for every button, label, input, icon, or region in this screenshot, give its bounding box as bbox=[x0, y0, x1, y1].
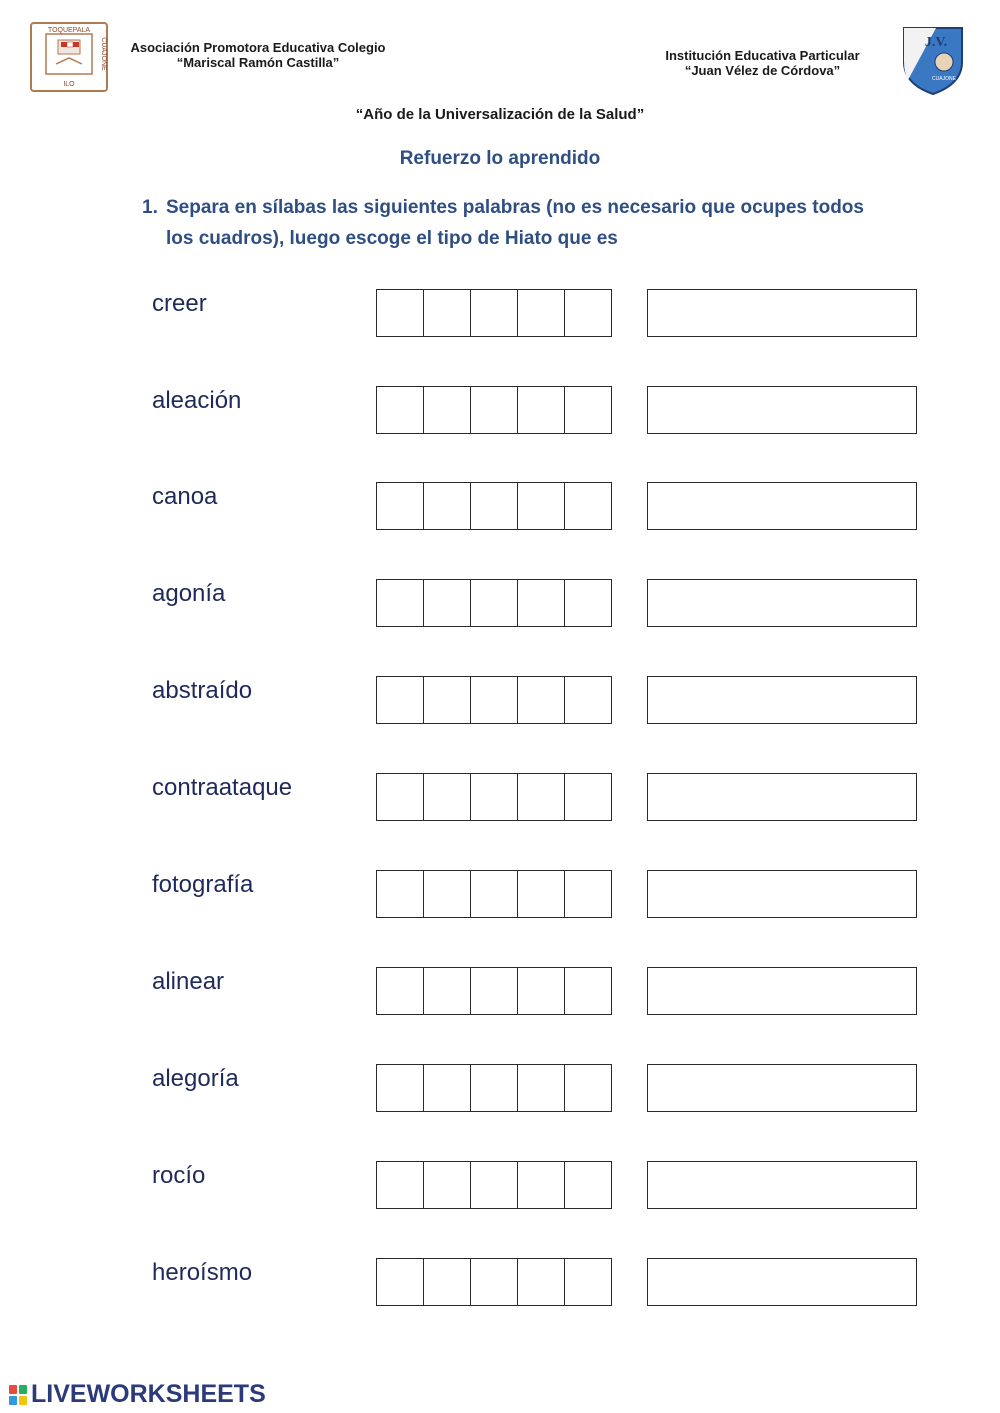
shield-icon bbox=[896, 22, 970, 98]
syllable-box[interactable] bbox=[518, 774, 565, 820]
syllable-box[interactable] bbox=[471, 580, 518, 626]
syllable-box[interactable] bbox=[565, 1065, 611, 1111]
syllable-box[interactable] bbox=[565, 483, 611, 529]
worksheet-title: Refuerzo lo aprendido bbox=[399, 148, 601, 169]
word-label: rocío bbox=[152, 1162, 206, 1189]
hiato-type-field[interactable] bbox=[647, 676, 917, 724]
syllable-box[interactable] bbox=[424, 580, 471, 626]
syllable-box[interactable] bbox=[424, 483, 471, 529]
word-row bbox=[0, 1161, 1000, 1211]
footer-brand-text: LIVEWORKSHEETS bbox=[31, 1380, 266, 1408]
syllable-box[interactable] bbox=[471, 968, 518, 1014]
syllable-box[interactable] bbox=[565, 871, 611, 917]
syllable-boxes bbox=[376, 676, 612, 724]
syllable-box[interactable] bbox=[471, 1259, 518, 1305]
hiato-type-field[interactable] bbox=[647, 482, 917, 530]
syllable-box[interactable] bbox=[518, 1162, 565, 1208]
header-left-line2: “Mariscal Ramón Castilla” bbox=[176, 55, 340, 70]
hiato-type-field[interactable] bbox=[647, 289, 917, 337]
word-label: alegoría bbox=[152, 1065, 239, 1092]
syllable-boxes bbox=[376, 482, 612, 530]
syllable-box[interactable] bbox=[471, 871, 518, 917]
syllable-box[interactable] bbox=[377, 483, 424, 529]
syllable-box[interactable] bbox=[377, 1259, 424, 1305]
svg-text:ILO: ILO bbox=[63, 81, 75, 88]
syllable-box[interactable] bbox=[518, 580, 565, 626]
syllable-box[interactable] bbox=[424, 1065, 471, 1111]
hiato-type-field[interactable] bbox=[647, 579, 917, 627]
svg-text:CUAJONE: CUAJONE bbox=[932, 76, 956, 82]
word-row bbox=[0, 870, 1000, 920]
syllable-boxes bbox=[376, 1161, 612, 1209]
hiato-type-field[interactable] bbox=[647, 1064, 917, 1112]
word-label: canoa bbox=[152, 483, 218, 510]
syllable-boxes bbox=[376, 289, 612, 337]
word-row bbox=[0, 386, 1000, 436]
syllable-box[interactable] bbox=[518, 1259, 565, 1305]
syllable-box[interactable] bbox=[424, 290, 471, 336]
syllable-box[interactable] bbox=[565, 1259, 611, 1305]
syllable-box[interactable] bbox=[377, 580, 424, 626]
syllable-boxes bbox=[376, 386, 612, 434]
hiato-type-field[interactable] bbox=[647, 870, 917, 918]
hiato-type-field[interactable] bbox=[647, 386, 917, 434]
syllable-box[interactable] bbox=[518, 387, 565, 433]
syllable-box[interactable] bbox=[565, 290, 611, 336]
hiato-type-field[interactable] bbox=[647, 773, 917, 821]
syllable-box[interactable] bbox=[424, 968, 471, 1014]
syllable-box[interactable] bbox=[565, 677, 611, 723]
word-row bbox=[0, 289, 1000, 339]
syllable-box[interactable] bbox=[424, 387, 471, 433]
svg-text:TOQUEPALA: TOQUEPALA bbox=[47, 27, 91, 34]
word-label: heroísmo bbox=[152, 1259, 253, 1286]
word-row bbox=[0, 676, 1000, 726]
hiato-type-field[interactable] bbox=[647, 1258, 917, 1306]
syllable-box[interactable] bbox=[565, 580, 611, 626]
syllable-boxes bbox=[376, 1258, 612, 1306]
header-right-line1: Institución Educativa Particular bbox=[665, 48, 860, 63]
syllable-box[interactable] bbox=[377, 968, 424, 1014]
syllable-box[interactable] bbox=[377, 677, 424, 723]
syllable-box[interactable] bbox=[518, 290, 565, 336]
word-label: agonía bbox=[152, 580, 226, 607]
syllable-box[interactable] bbox=[377, 774, 424, 820]
year-motto: “Año de la Universalización de la Salud” bbox=[355, 106, 645, 123]
instruction-text: Separa en sílabas las siguientes palabras (no es necesario que ocupes todos los cuadros), luego escoge el tipo de Hiato que es bbox=[166, 197, 864, 249]
syllable-box[interactable] bbox=[377, 1065, 424, 1111]
instruction bbox=[142, 192, 882, 254]
word-label: alinear bbox=[152, 968, 225, 995]
svg-text:CUAJONE: CUAJONE bbox=[100, 37, 107, 71]
word-row bbox=[0, 1258, 1000, 1308]
syllable-box[interactable] bbox=[471, 290, 518, 336]
header-left-line1: Asociación Promotora Educativa Colegio bbox=[130, 40, 386, 55]
word-label: abstraído bbox=[152, 677, 253, 704]
syllable-box[interactable] bbox=[518, 1065, 565, 1111]
word-row bbox=[0, 579, 1000, 629]
syllable-box[interactable] bbox=[471, 677, 518, 723]
syllable-boxes bbox=[376, 870, 612, 918]
instruction-number: 1. bbox=[142, 197, 158, 218]
syllable-boxes bbox=[376, 1064, 612, 1112]
syllable-box[interactable] bbox=[471, 483, 518, 529]
word-label: creer bbox=[152, 290, 207, 317]
syllable-box[interactable] bbox=[377, 1162, 424, 1208]
syllable-box[interactable] bbox=[424, 1259, 471, 1305]
word-row bbox=[0, 967, 1000, 1017]
syllable-box[interactable] bbox=[471, 1065, 518, 1111]
liveworksheets-logo-icon bbox=[8, 1384, 28, 1406]
word-label: aleación bbox=[152, 387, 242, 414]
syllable-box[interactable] bbox=[565, 1162, 611, 1208]
hiato-type-field[interactable] bbox=[647, 967, 917, 1015]
syllable-box[interactable] bbox=[471, 387, 518, 433]
syllable-box[interactable] bbox=[377, 871, 424, 917]
word-label: contraataque bbox=[152, 774, 293, 801]
syllable-boxes bbox=[376, 579, 612, 627]
syllable-boxes bbox=[376, 967, 612, 1015]
syllable-box[interactable] bbox=[377, 290, 424, 336]
syllable-box[interactable] bbox=[518, 968, 565, 1014]
syllable-box[interactable] bbox=[377, 387, 424, 433]
syllable-box[interactable] bbox=[424, 1162, 471, 1208]
word-row bbox=[0, 482, 1000, 532]
syllable-box[interactable] bbox=[471, 774, 518, 820]
syllable-box[interactable] bbox=[518, 677, 565, 723]
syllable-box[interactable] bbox=[471, 1162, 518, 1208]
school-header-right bbox=[640, 48, 885, 78]
syllable-box[interactable] bbox=[424, 774, 471, 820]
school-seal-left bbox=[30, 22, 108, 92]
header-right-line2: “Juan Vélez de Córdova” bbox=[684, 63, 841, 78]
school-logo-right bbox=[896, 22, 970, 98]
syllable-box[interactable] bbox=[424, 871, 471, 917]
svg-text:J.V.: J.V. bbox=[924, 35, 948, 50]
syllable-boxes bbox=[376, 773, 612, 821]
syllable-box[interactable] bbox=[565, 968, 611, 1014]
syllable-box[interactable] bbox=[424, 677, 471, 723]
syllable-box[interactable] bbox=[565, 387, 611, 433]
hiato-type-field[interactable] bbox=[647, 1161, 917, 1209]
syllable-box[interactable] bbox=[565, 774, 611, 820]
word-row bbox=[0, 1064, 1000, 1114]
word-label: fotografía bbox=[152, 871, 254, 898]
footer-brand bbox=[8, 1380, 266, 1409]
school-header-left bbox=[118, 40, 398, 70]
syllable-box[interactable] bbox=[518, 871, 565, 917]
syllable-box[interactable] bbox=[518, 483, 565, 529]
seal-icon bbox=[32, 24, 106, 90]
word-row bbox=[0, 773, 1000, 823]
